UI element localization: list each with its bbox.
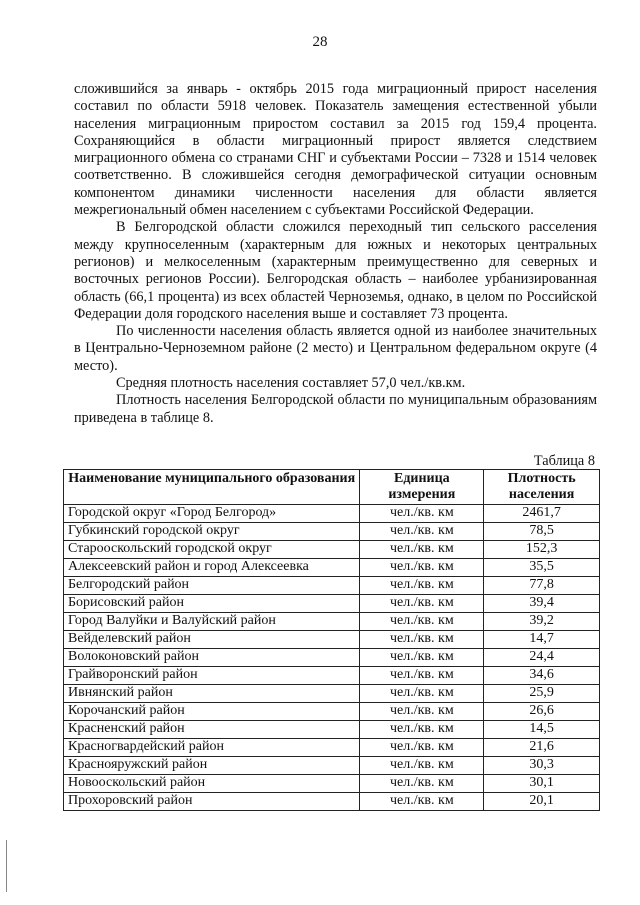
table-row <box>64 793 600 811</box>
cell-density: 35,5 <box>484 559 600 577</box>
table-row <box>64 685 600 703</box>
table-header-row <box>64 470 600 505</box>
table-row <box>64 775 600 793</box>
table-row <box>64 721 600 739</box>
cell-unit: чел./кв. км <box>360 757 484 775</box>
cell-density: 2461,7 <box>484 505 600 523</box>
page-number: 28 <box>312 34 328 50</box>
cell-density: 30,3 <box>484 757 600 775</box>
cell-name: Прохоровский район <box>64 793 360 811</box>
margin-mark <box>6 840 7 892</box>
cell-name: Красненский район <box>64 721 360 739</box>
cell-density: 39,2 <box>484 613 600 631</box>
cell-density: 78,5 <box>484 523 600 541</box>
header-name: Наименование муниципального образования <box>64 470 360 505</box>
cell-name: Новооскольский район <box>64 775 360 793</box>
cell-unit: чел./кв. км <box>360 667 484 685</box>
table-row <box>64 505 600 523</box>
cell-density: 152,3 <box>484 541 600 559</box>
table-row <box>64 595 600 613</box>
table-row <box>64 631 600 649</box>
cell-name: Краснояружский район <box>64 757 360 775</box>
cell-name: Ивнянский район <box>64 685 360 703</box>
cell-name: Алексеевский район и город Алексеевка <box>64 559 360 577</box>
cell-density: 14,5 <box>484 721 600 739</box>
paragraph-population-rank: По численности населения область является одной из наиболее значительных в Центрально-Черноземном районе (2 место) и Центральном федеральном округе (4 место). <box>74 323 597 374</box>
cell-unit: чел./кв. км <box>360 685 484 703</box>
body-text <box>74 81 597 427</box>
table-row <box>64 613 600 631</box>
cell-density: 30,1 <box>484 775 600 793</box>
cell-name: Городской округ «Город Белгород» <box>64 505 360 523</box>
paragraph-settlement: В Белгородской области сложился переходный тип сельского расселения между крупноселенным (характерным для южных и некоторых центральных регионов) и мелкоселенным (характерным преимущественно для северных и восточных регионов России). Белгородская область – наиболее урбанизированная область (66,1 процента) из всех областей Черноземья, однако, в целом по Российской Федерации доля городского населения выше и составляет 73 процента. <box>74 219 597 322</box>
paragraph-table-intro: Плотность населения Белгородской области по муниципальным образованиям приведена в таблице 8. <box>74 392 597 426</box>
table-caption: Таблица 8 <box>533 453 595 469</box>
table-row <box>64 667 600 685</box>
cell-unit: чел./кв. км <box>360 649 484 667</box>
cell-density: 14,7 <box>484 631 600 649</box>
cell-name: Борисовский район <box>64 595 360 613</box>
cell-unit: чел./кв. км <box>360 793 484 811</box>
cell-name: Красногвардейский район <box>64 739 360 757</box>
table-row <box>64 559 600 577</box>
cell-name: Губкинский городской округ <box>64 523 360 541</box>
cell-unit: чел./кв. км <box>360 505 484 523</box>
table-row <box>64 739 600 757</box>
cell-unit: чел./кв. км <box>360 721 484 739</box>
paragraph-migration: сложившийся за январь - октябрь 2015 года миграционный прирост населения составил по области 5918 человек. Показатель замещения естественной убыли населения миграционным приростом составил за 2015 год 159,4 процента. Сохраняющийся в области миграционный прирост является следствием миграционного обмена со странами СНГ и субъектами России – 7328 и 1514 человек соответственно. В сложившейся сегодня демографической ситуации основным компонентом динамики численности населения для области является межрегиональный обмен населением с субъектами Российской Федерации. <box>74 81 597 219</box>
table-row <box>64 577 600 595</box>
cell-density: 26,6 <box>484 703 600 721</box>
cell-name: Белгородский район <box>64 577 360 595</box>
cell-name: Корочанский район <box>64 703 360 721</box>
cell-density: 39,4 <box>484 595 600 613</box>
cell-unit: чел./кв. км <box>360 775 484 793</box>
cell-density: 77,8 <box>484 577 600 595</box>
cell-unit: чел./кв. км <box>360 613 484 631</box>
header-density: Плотность населения <box>484 470 600 505</box>
cell-unit: чел./кв. км <box>360 523 484 541</box>
cell-name: Город Валуйки и Валуйский район <box>64 613 360 631</box>
cell-density: 21,6 <box>484 739 600 757</box>
cell-unit: чел./кв. км <box>360 631 484 649</box>
cell-unit: чел./кв. км <box>360 541 484 559</box>
cell-unit: чел./кв. км <box>360 739 484 757</box>
header-unit: Единица измерения <box>360 470 484 505</box>
paragraph-average-density: Средняя плотность населения составляет 57,0 чел./кв.км. <box>116 375 466 392</box>
cell-unit: чел./кв. км <box>360 577 484 595</box>
cell-density: 34,6 <box>484 667 600 685</box>
cell-density: 20,1 <box>484 793 600 811</box>
cell-unit: чел./кв. км <box>360 559 484 577</box>
table-row <box>64 541 600 559</box>
table-body <box>64 505 600 811</box>
cell-unit: чел./кв. км <box>360 703 484 721</box>
cell-name: Волоконовский район <box>64 649 360 667</box>
density-table <box>63 469 600 811</box>
table-row <box>64 757 600 775</box>
cell-name: Старооскольский городской округ <box>64 541 360 559</box>
table-row <box>64 703 600 721</box>
cell-density: 25,9 <box>484 685 600 703</box>
cell-density: 24,4 <box>484 649 600 667</box>
table-row <box>64 523 600 541</box>
table-row <box>64 649 600 667</box>
cell-unit: чел./кв. км <box>360 595 484 613</box>
cell-name: Грайворонский район <box>64 667 360 685</box>
cell-name: Вейделевский район <box>64 631 360 649</box>
